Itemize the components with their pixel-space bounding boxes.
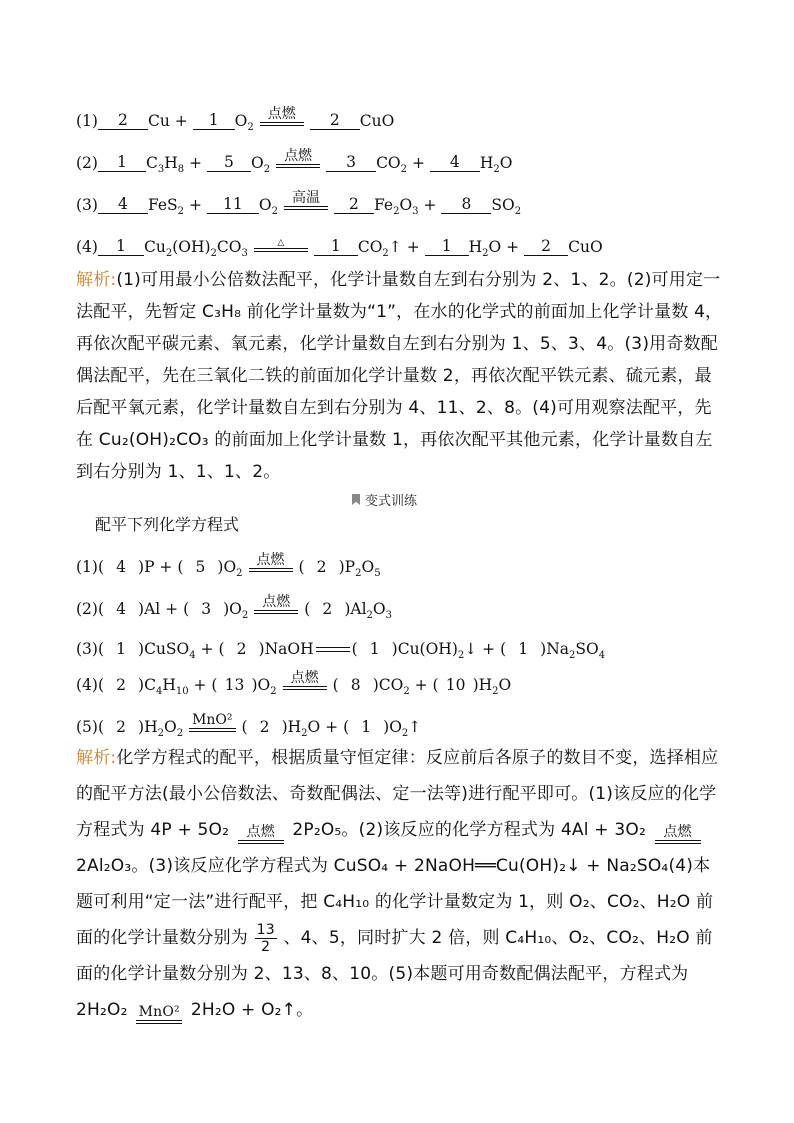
- coef-answer: 5: [195, 558, 206, 576]
- coef-blank: 11: [207, 195, 259, 214]
- analysis-label: 解析:: [76, 748, 117, 768]
- analysis-text: 化学方程式的配平，根据质量守恒定律：反应前后各原子的数目不变，选择相应的配平方法(最小公倍数法、奇数配偶法、定一法等)进行配平即可。(1)该反应的化学方程式为 4P + 5O₂: [76, 748, 719, 840]
- analysis-paragraph-1: [76, 264, 726, 488]
- coef-blank: 2: [310, 111, 360, 130]
- fraction: $\frac{13}{2}$: [256, 921, 275, 955]
- coef-blank: 1: [425, 237, 469, 256]
- coef-blank: 2: [524, 237, 568, 256]
- practice-2: (2) ( 4 )Al + ( 3 )$O_2$ 点燃 ( 2 )$Al_2O_3$: [76, 594, 392, 622]
- coef-blank: 4: [98, 195, 148, 214]
- coef-answer: 4: [116, 558, 126, 576]
- reaction-condition: 点燃: [655, 825, 701, 844]
- coef-answer: 1: [369, 640, 380, 658]
- coef-answer: 2: [322, 600, 333, 618]
- coef-blank: 2: [98, 111, 148, 130]
- coef-blank: 1: [98, 237, 144, 256]
- eq-index: (2): [76, 154, 98, 172]
- coef-answer: 10: [445, 676, 466, 694]
- eq-index: (1): [76, 112, 98, 130]
- equation-1: (1) 2 Cu + 1 $O_2$ 点燃 2 CuO: [76, 106, 395, 134]
- practice-5: (5) ( 2 )$H_2O_2$ MnO² ( 2 )$H_2O$ + ( 1 )$O_2↑$: [76, 712, 422, 740]
- coef-answer: 2: [316, 558, 327, 576]
- practice-3: (3) ( 1 )CuSO$_4$ + ( 2 )NaOH ( 1 )$Cu(OH)_2↓$ + ( 1 )$Na_2SO_4$: [76, 640, 606, 662]
- reaction-condition: 点燃: [283, 670, 327, 690]
- eq-index: (4): [76, 676, 98, 694]
- analysis-text: 2H₂O + O₂↑。: [190, 1000, 314, 1020]
- equation-2: (2) 1 $C_3H_8$ + 5 $O_2$ 点燃 3 $CO_2$ + 4 $H_2O$: [76, 148, 513, 176]
- eq-index: (3): [76, 640, 98, 658]
- reaction-condition: △: [254, 238, 308, 252]
- reaction-condition: MnO²: [136, 1005, 182, 1024]
- analysis-paragraph-2: [76, 740, 726, 1028]
- reaction-condition: MnO²: [189, 712, 235, 732]
- analysis-text: (1)可用最小公倍数法配平，化学计量数自左到右分别为 2、1、2。(2)可用定一法配平，先暂定 C₃H₈ 前化学计量数为“1”，在水的化学式的前面加上化学计量数 4，再依次配平碳元素、氧元素，化学计量数自左到右分别为 1、5、3、4。(3)用奇数配偶法配平，先在三氧化二铁的前面加化学计量数 2，再依次配平铁元素、硫元素，最后配平氧元素，化学计量数自左到右分别为 4、11、2、8。(4)可用观察法配平，先在 Cu₂(OH)₂CO₃ 的前面加上化学计量数 1，再依次配平其他元素，化学计量数自左到右分别为 1、1、1、2。: [76, 270, 723, 482]
- analysis-label: 解析:: [76, 270, 117, 290]
- reaction-condition: 点燃: [238, 825, 284, 844]
- equation-4: (4) 1 $Cu_2(OH)_2CO_3$ △ 1 $CO_2↑$ + 1 $H_2O$ + 2 CuO: [76, 237, 603, 260]
- eq-index: (5): [76, 718, 98, 736]
- analysis-text: 2P₂O₅。(2)该反应的化学方程式为 4Al + 3O₂: [292, 820, 646, 840]
- reaction-condition: 点燃: [260, 106, 304, 126]
- coef-blank: 8: [441, 195, 491, 214]
- bookmark-icon: [352, 494, 360, 505]
- coef-answer: 13: [224, 676, 245, 694]
- equals-sign: [316, 647, 350, 652]
- coef-blank: 1: [193, 111, 235, 130]
- coef-blank: 2: [334, 195, 374, 214]
- coef-blank: 1: [98, 153, 146, 172]
- coef-answer: 1: [518, 640, 529, 658]
- coef-blank: 1: [314, 237, 358, 256]
- coef-answer: 3: [201, 600, 212, 618]
- coef-answer: 2: [116, 718, 126, 736]
- coef-answer: 2: [236, 640, 247, 658]
- coef-blank: 3: [326, 153, 376, 172]
- coef-answer: 2: [116, 676, 126, 694]
- eq-index: (1): [76, 558, 98, 576]
- analysis-text: 、4、5，同时扩大 2 倍，则 C₄H₁₀、O₂、CO₂、H₂O 前面的化学计量数分别为 2、13、8、10。(5)本题可用奇数配偶法配平，方程式为 2H₂O₂: [76, 928, 713, 1020]
- section-title: [352, 490, 417, 509]
- coef-blank: 5: [207, 153, 251, 172]
- coef-answer: 1: [116, 640, 126, 658]
- reaction-condition: 点燃: [249, 552, 293, 572]
- practice-4: (4) ( 2 )$C_4H_{10}$ + ( 13 )$O_2$ 点燃 ( 8 )$CO_2$ + ( 10 )$H_2O$: [76, 670, 512, 698]
- coef-answer: 1: [361, 718, 372, 736]
- coef-answer: 8: [350, 676, 361, 694]
- reaction-condition: 高温: [284, 190, 328, 210]
- eq-index: (3): [76, 196, 98, 214]
- practice-1: (1) ( 4 )P + ( 5 )$O_2$ 点燃 ( 2 )$P_2O_5$: [76, 552, 381, 580]
- section-title-text: 变式训练: [365, 494, 418, 509]
- equation-3: (3) 4 FeS$_2$ + 11 $O_2$ 高温 2 $Fe_2O_3$ + 8 $SO_2$: [76, 190, 522, 218]
- coef-answer: 4: [116, 600, 126, 618]
- eq-index: (4): [76, 238, 98, 256]
- eq-index: (2): [76, 600, 98, 618]
- coef-blank: 4: [430, 153, 480, 172]
- reaction-condition: 点燃: [276, 148, 320, 168]
- coef-answer: 2: [259, 718, 270, 736]
- reaction-condition: 点燃: [254, 594, 298, 614]
- exercise-intro: 配平下列化学方程式: [95, 515, 240, 534]
- analysis-text: 2Al₂O₃。(3)该反应化学方程式为 CuSO₄ + 2NaOH══Cu(OH)₂↓ + Na₂SO₄(4)本题可利用“定一法”进行配平，把 C₄H₁₀ 的化学计量数定为 1，则 O₂、CO₂、H₂O 前面的化学计量数分别为: [76, 856, 714, 948]
